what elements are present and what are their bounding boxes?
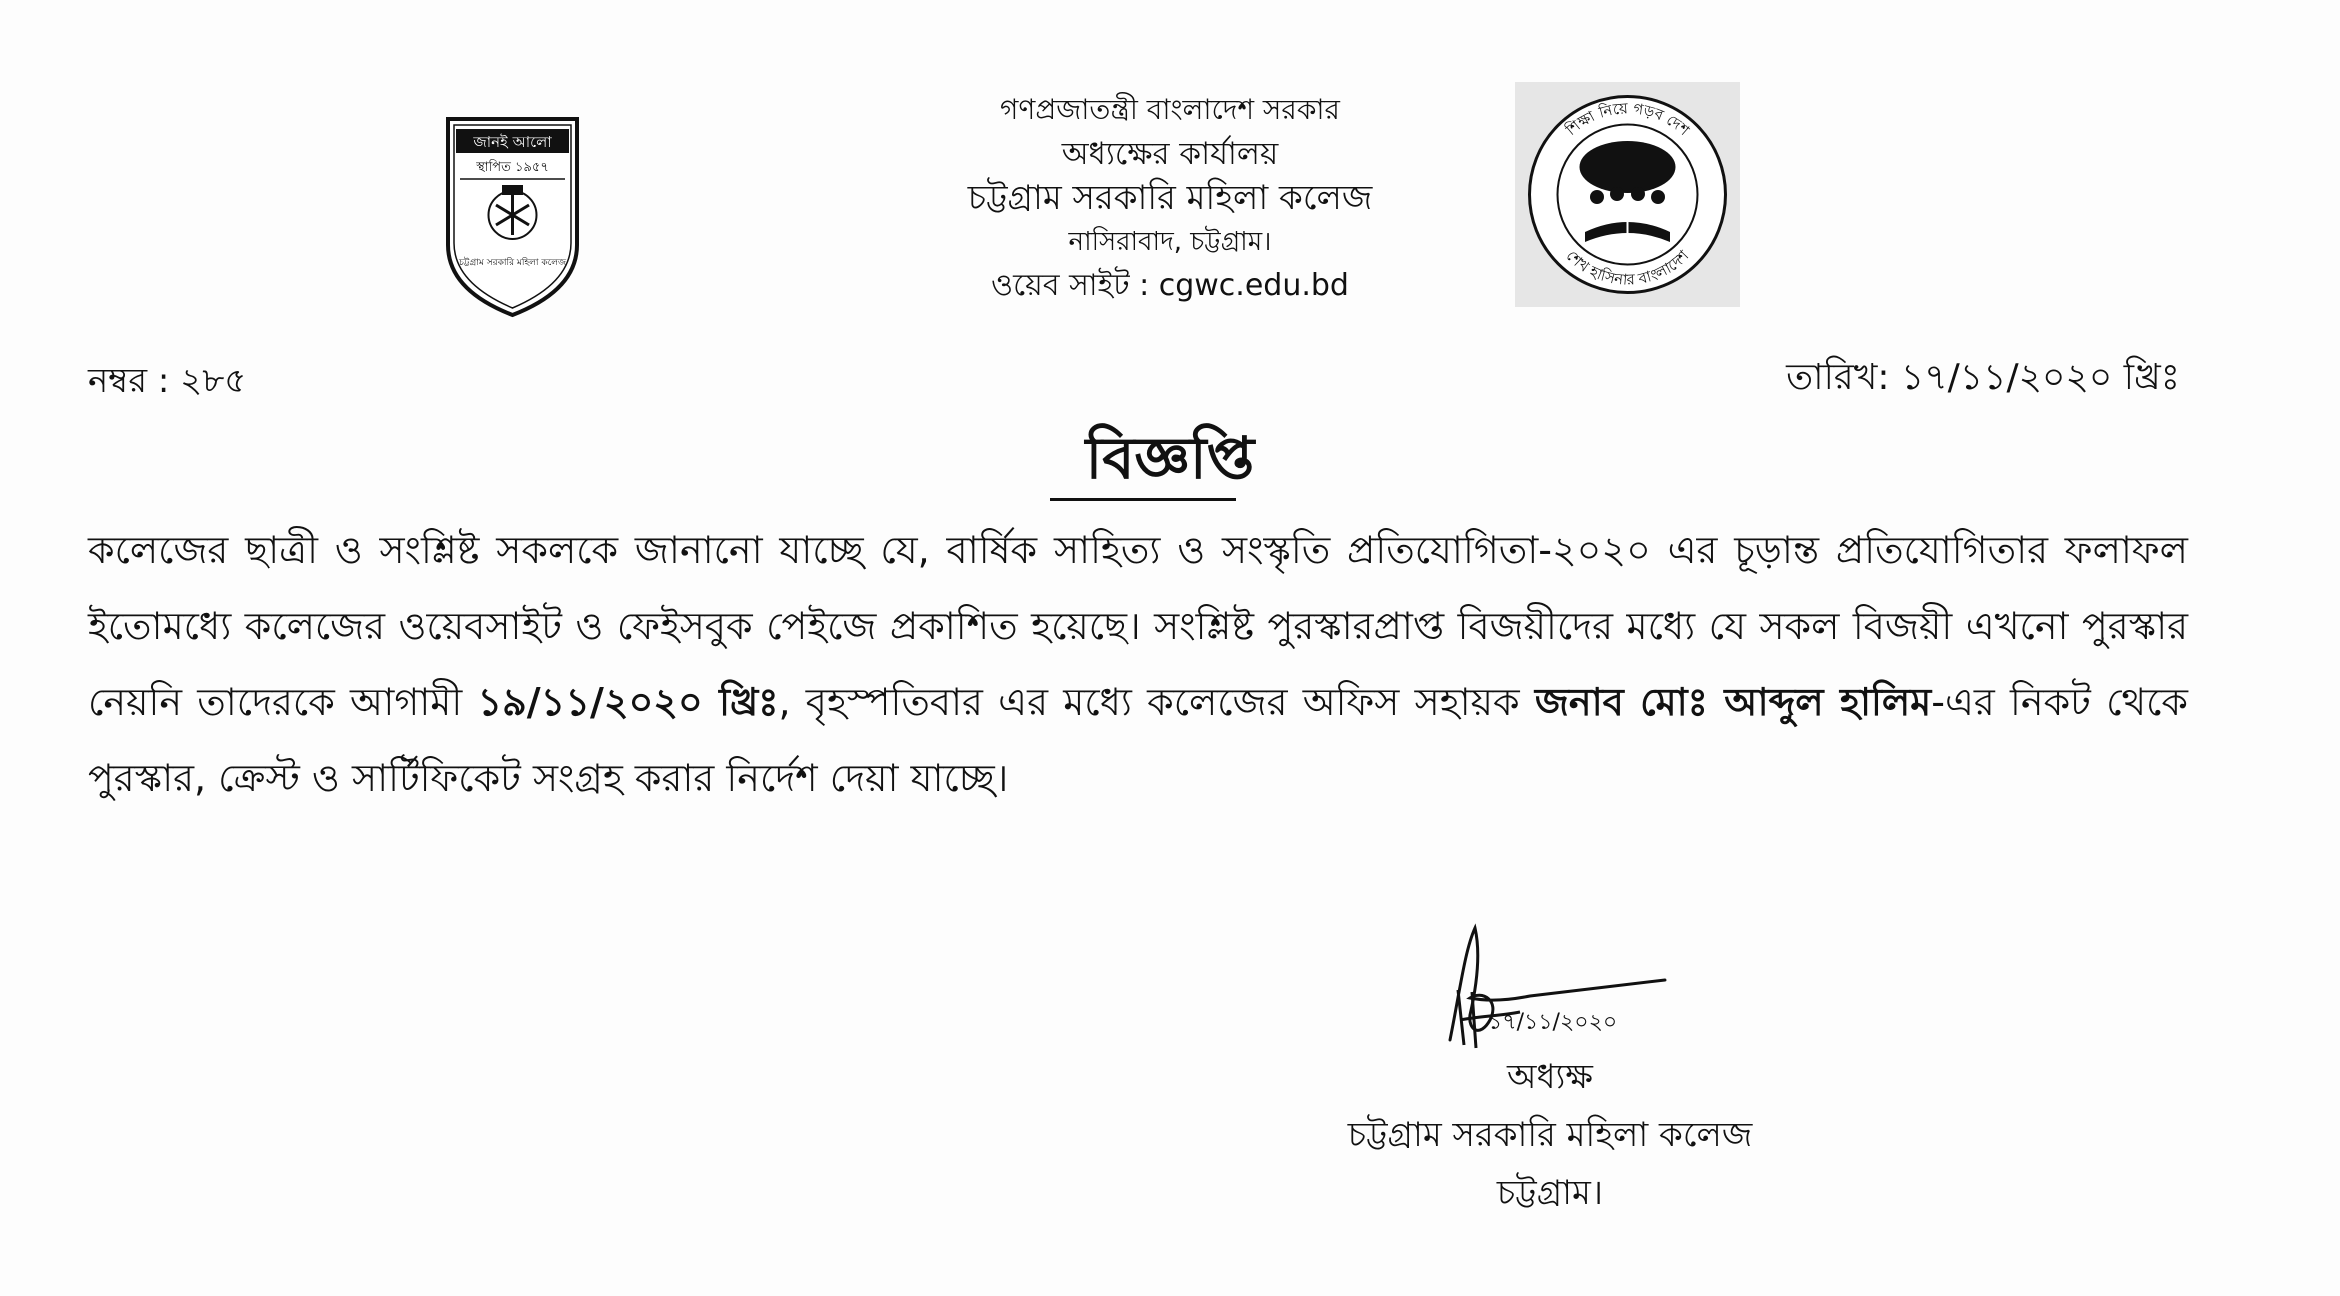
crest-established: স্থাপিত ১৯৫৭	[476, 160, 549, 175]
college-name: চট্টগ্রাম সরকারি মহিলা কলেজ	[967, 178, 1373, 218]
body-text-part1: কলেজের ছাত্রী ও সংশ্লিষ্ট সকলকে জানানো যাচ্ছে যে, বার্ষিক সাহিত্য ও সংস্কৃতি প্রতিযোগিতা-২০২০ এর চূড়ান্ত প্রতিযোগিতার ফলাফল ইতোমধ্যে কলেজের ওয়েবসাইট ও ফেইসবুক পেইজে প্রকাশিত হয়েছে। সংশ্লিষ্ট পুরস্কারপ্রাপ্ত বিজয়ীদের মধ্যে যে সকল বিজয়ী এখনো পুরস্কার নেয়নি তাদেরকে আগামী	[88, 528, 2188, 724]
govt-name: গণপ্রজাতন্ত্রী বাংলাদেশ সরকার	[1000, 93, 1340, 126]
education-emblem-logo	[1515, 82, 1740, 307]
signatory-title: অধ্যক্ষ	[1507, 1057, 1593, 1097]
college-crest-logo	[440, 115, 585, 320]
title-underline	[1050, 498, 1236, 501]
body-text-part2: , বৃহস্পতিবার এর মধ্যে কলেজের অফিস সহায়ক	[778, 680, 1535, 724]
notice-title: বিজ্ঞপ্তি	[1085, 424, 1255, 492]
signatory-block	[1280, 1048, 1820, 1222]
emblem-bottom-text: শেখ হাসিনার বাংলাদেশ	[1562, 246, 1693, 289]
office-name: অধ্যক্ষের কার্যালয়	[1061, 136, 1279, 172]
letterhead	[720, 88, 1620, 308]
signatory-city: চট্টগ্রাম।	[1496, 1173, 1604, 1213]
collection-deadline: ১৯/১১/২০২০ খ্রিঃ	[477, 680, 779, 724]
website-line: ওয়েব সাইট : cgwc.edu.bd	[991, 268, 1349, 303]
crest-motto: জানই আলো	[473, 133, 552, 151]
notice-body	[88, 512, 2188, 816]
crest-college-name: চট্টগ্রাম সরকারি মহিলা কলেজ	[458, 258, 567, 268]
notice-date: তারিখ: ১৭/১১/২০২০ খ্রিঃ	[1786, 357, 2180, 398]
signatory-college: চট্টগ্রাম সরকারি মহিলা কলেজ	[1347, 1115, 1753, 1155]
college-address: নাসিরাবাদ, চট্টগ্রাম।	[1068, 227, 1272, 257]
signature-date: ১৭/১১/২০২০	[1488, 1010, 1618, 1035]
reference-number: নম্বর : ২৮৫	[88, 361, 247, 401]
body-text-part3: -এর নিকট থেকে পুরস্কার, ক্রেস্ট ও সার্টিফিকেট সংগ্রহ করার নির্দেশ দেয়া যাচ্ছে।	[88, 680, 2188, 800]
emblem-top-text: শিক্ষা নিয়ে গড়ব দেশ	[1562, 99, 1693, 140]
office-assistant-name: জনাব মোঃ আব্দুল হালিম	[1534, 680, 1932, 724]
